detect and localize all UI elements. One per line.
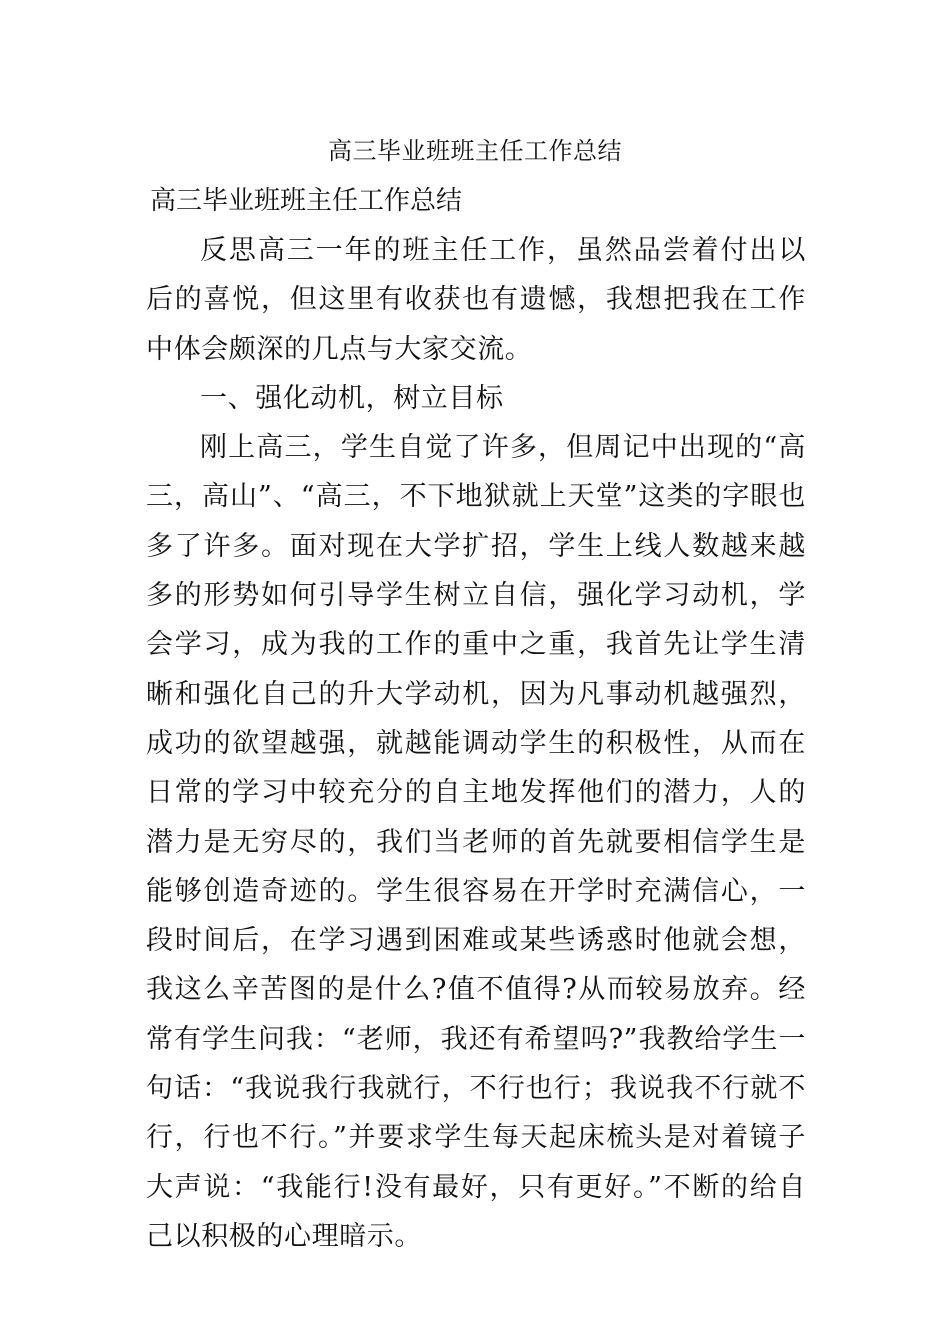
paragraph-intro: 反思高三一年的班主任工作，虽然品尝着付出以后的喜悦，但这里有收获也有遗憾，我想把我在工作中体会颇深的几点与大家交流。 xyxy=(146,235,806,365)
page-title: 高三毕业班班主任工作总结 xyxy=(328,137,622,165)
paragraph-section-1: 刚上高三，学生自觉了许多，但周记中出现的“高三，高山”、“高三，不下地狱就上天堂”这类的字眼也多了许多。面对现在大学扩招，学生上线人数越来越多的形势如何引导学生树立自信，强化学习动机，学会学习，成为我的工作的重中之重，我首先让学生清晰和强化自己的升大学动机，因为凡事动机越强烈，成功的欲望越强，就越能调动学生的积极性，从而在日常的学习中较充分的自主地发挥他们的潜力，人的潜力是无穷尽的，我们当老师的首先就要相信学生是能够创造奇迹的。学生很容易在开学时充满信心，一段时间后，在学习遇到困难或某些诱惑时他就会想，我这么辛苦图的是什么?值不值得?从而较易放弃。经常有学生问我：“老师，我还有希望吗?”我教给学生一句话：“我说我行我就行，不行也行；我说我不行就不行，行也不行。”并要求学生每天起床梳头是对着镜子大声说：“我能行!没有最好，只有更好。”不断的给自己以积极的心理暗示。 xyxy=(146,432,806,1252)
document-body xyxy=(146,226,806,1261)
document-subtitle: 高三毕业班班主任工作总结 xyxy=(150,186,463,216)
section-heading: 一、强化动机，树立目标 xyxy=(200,382,504,414)
